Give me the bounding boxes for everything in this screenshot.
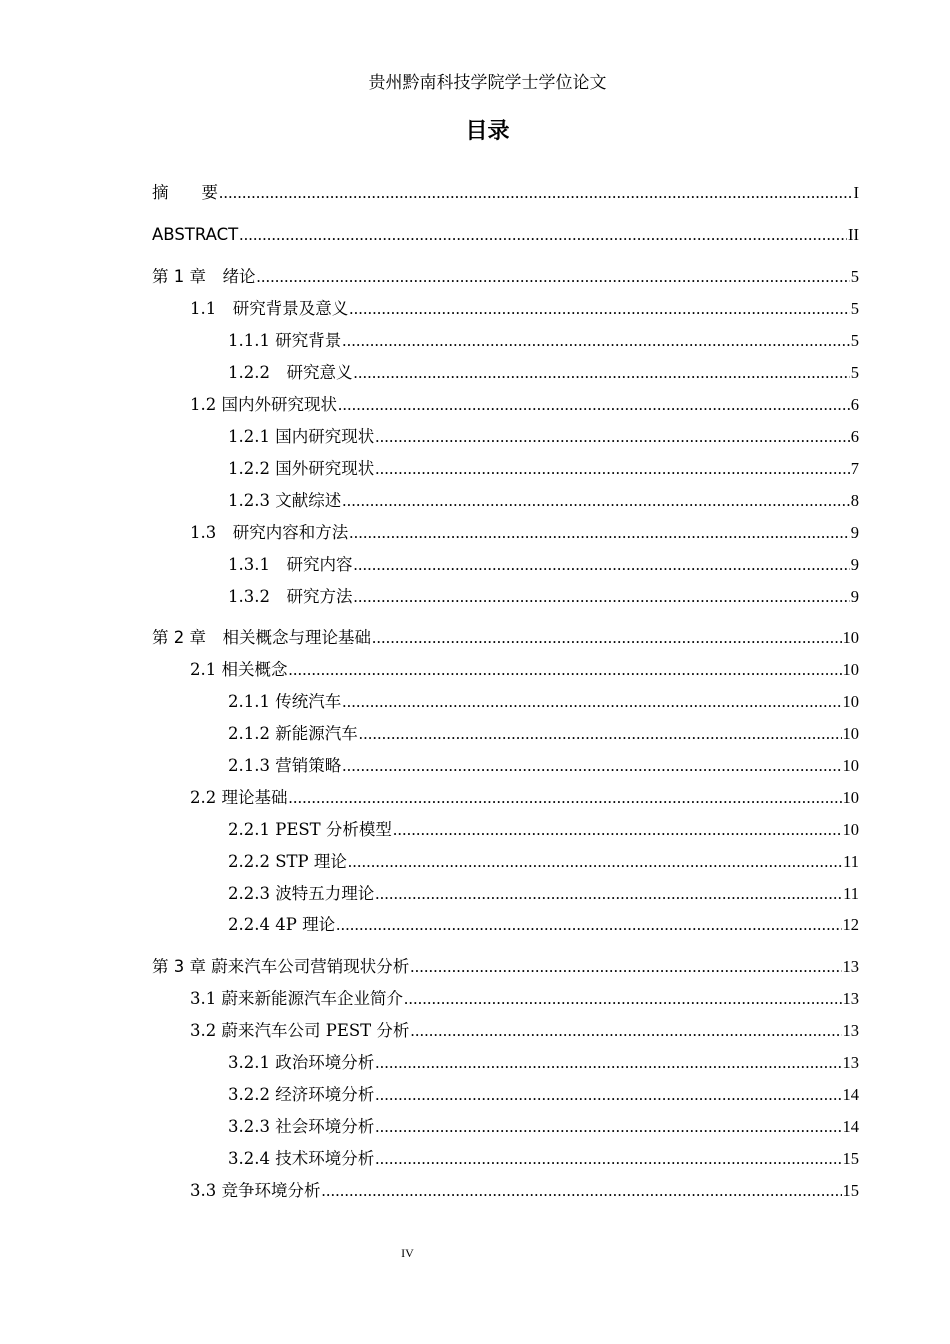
toc-entry[interactable] [190, 394, 859, 416]
toc-entry[interactable] [228, 819, 859, 841]
toc-entry-label: 3.3 竞争环境分析 [190, 1181, 321, 1200]
toc-entry-page: I [853, 183, 859, 202]
toc-entry-page: 5 [850, 331, 859, 350]
toc-entry-page: 5 [850, 267, 859, 286]
toc-entry-label: 1.3 研究内容和方法 [190, 523, 349, 542]
toc-entry[interactable] [228, 458, 859, 480]
toc-leader-dots [342, 490, 850, 512]
toc-entry-label: 2.2.3 波特五力理论 [228, 884, 375, 903]
toc-entry[interactable] [228, 586, 859, 608]
toc-leader-dots [342, 691, 841, 713]
toc-entry-label: 摘 要 [152, 183, 218, 202]
toc-entry[interactable] [228, 691, 859, 713]
toc-leader-dots [375, 1116, 841, 1138]
toc-entry[interactable] [228, 426, 859, 448]
toc-leader-dots [219, 182, 853, 204]
toc-entry-label: 3.2.1 政治环境分析 [228, 1053, 375, 1072]
toc-entry[interactable] [228, 490, 859, 512]
toc-entry-label: 3.2 蔚来汽车公司 PEST 分析 [190, 1021, 410, 1040]
toc-entry-label: 1.3.2 研究方法 [228, 587, 353, 606]
toc-entry[interactable] [228, 330, 859, 352]
toc-entry-label: 3.2.4 技术环境分析 [228, 1149, 375, 1168]
toc-entry-page: 10 [842, 820, 859, 839]
toc-entry[interactable] [228, 1116, 859, 1138]
toc-entry-page: 6 [850, 427, 859, 446]
toc-entry[interactable] [228, 362, 859, 384]
toc-entry-page: 15 [842, 1149, 859, 1168]
toc-entry[interactable] [228, 851, 859, 873]
toc-leader-dots [353, 586, 849, 608]
toc-entry-label: 1.1.1 研究背景 [228, 331, 342, 350]
toc-leader-dots [336, 914, 841, 936]
toc-entry-page: 13 [842, 1021, 859, 1040]
toc-entry-page: 9 [850, 555, 859, 574]
toc-entry[interactable] [152, 956, 859, 978]
toc-leader-dots [349, 298, 850, 320]
toc-entry-page: 11 [843, 852, 859, 871]
toc-entry-page: 5 [850, 299, 859, 318]
toc-entry[interactable] [228, 914, 859, 936]
toc-leader-dots [375, 458, 850, 480]
toc-entry-page: 12 [842, 915, 859, 934]
toc-leader-dots [393, 819, 842, 841]
toc-entry[interactable] [190, 1020, 859, 1042]
toc-entry-label: 3.2.3 社会环境分析 [228, 1117, 375, 1136]
toc-leader-dots [342, 755, 841, 777]
toc-leader-dots [342, 330, 850, 352]
toc-leader-dots [404, 988, 842, 1010]
toc-leader-dots [359, 723, 842, 745]
toc-entry-page: 13 [842, 989, 859, 1008]
toc-entry-page: 5 [850, 363, 859, 382]
toc-leader-dots [348, 851, 842, 873]
toc-entry[interactable] [152, 627, 859, 649]
toc-entry[interactable] [228, 1084, 859, 1106]
toc-entry-label: 2.2.4 4P 理论 [228, 915, 336, 934]
toc-entry[interactable] [190, 988, 859, 1010]
toc-entry-label: ABSTRACT [152, 225, 239, 244]
toc-entry-label: 1.2.1 国内研究现状 [228, 427, 375, 446]
toc-entry[interactable] [228, 755, 859, 777]
toc-entry-page: 14 [842, 1085, 859, 1104]
toc-entry-page: 10 [842, 660, 859, 679]
toc-entry[interactable] [152, 224, 859, 246]
toc-entry[interactable] [152, 182, 859, 204]
toc-leader-dots [353, 554, 849, 576]
toc-entry[interactable] [190, 1180, 859, 1202]
toc-leader-dots [372, 627, 842, 649]
toc-entry-label: 2.2.1 PEST 分析模型 [228, 820, 392, 839]
toc-entry-label: 1.2.3 文献综述 [228, 491, 342, 510]
toc-entry-page: 6 [850, 395, 859, 414]
toc-leader-dots [289, 659, 842, 681]
toc-entry-page: 10 [842, 756, 859, 775]
toc-entry-page: II [848, 225, 859, 244]
toc-entry-label: 2.2.2 STP 理论 [228, 852, 347, 871]
toc-entry-page: 13 [842, 1053, 859, 1072]
toc-entry-page: 9 [850, 587, 859, 606]
toc-leader-dots [410, 956, 841, 978]
toc-entry-page: 15 [842, 1181, 859, 1200]
toc-leader-dots [375, 1084, 841, 1106]
toc-leader-dots [257, 266, 850, 288]
toc-entry-label: 1.1 研究背景及意义 [190, 299, 349, 318]
toc-entry[interactable] [228, 1052, 859, 1074]
toc-entry-label: 1.2 国内外研究现状 [190, 395, 337, 414]
toc-leader-dots [338, 394, 850, 416]
toc-entry-label: 2.1.3 营销策略 [228, 756, 342, 775]
toc-entry[interactable] [228, 883, 859, 905]
toc-leader-dots [239, 224, 847, 246]
toc-entry[interactable] [228, 1148, 859, 1170]
toc-entry-page: 7 [850, 459, 859, 478]
toc-leader-dots [353, 362, 849, 384]
toc-entry-label: 第 1 章 绪论 [152, 267, 256, 286]
page-number: IV [401, 1246, 414, 1260]
toc-entry[interactable] [228, 723, 859, 745]
toc-entry-label: 3.1 蔚来新能源汽车企业简介 [190, 989, 403, 1008]
toc-entry[interactable] [228, 554, 859, 576]
toc-entry-label: 2.1.2 新能源汽车 [228, 724, 358, 743]
toc-leader-dots [375, 883, 842, 905]
toc-entry-page: 11 [843, 884, 859, 903]
toc-leader-dots [375, 426, 850, 448]
toc-leader-dots [410, 1020, 841, 1042]
toc-entry-label: 第 2 章 相关概念与理论基础 [152, 628, 371, 647]
toc-entry-page: 14 [842, 1117, 859, 1136]
toc-leader-dots [322, 1180, 842, 1202]
toc-entry-page: 13 [842, 957, 859, 976]
toc-entry-label: 2.1.1 传统汽车 [228, 692, 342, 711]
toc-entry-page: 10 [842, 788, 859, 807]
toc-entry[interactable] [190, 787, 859, 809]
toc-entry-label: 1.2.2 国外研究现状 [228, 459, 375, 478]
page-header: 贵州黔南科技学院学士学位论文 [368, 73, 607, 93]
page-title: 目录 [465, 119, 510, 144]
toc-leader-dots [375, 1148, 841, 1170]
toc-entry-page: 8 [850, 491, 859, 510]
toc-entry[interactable] [190, 659, 859, 681]
toc-entry-label: 2.1 相关概念 [190, 660, 288, 679]
toc-entry[interactable] [190, 522, 859, 544]
toc-entry-page: 10 [842, 628, 859, 647]
toc-entry-label: 3.2.2 经济环境分析 [228, 1085, 375, 1104]
toc-leader-dots [349, 522, 850, 544]
toc-leader-dots [375, 1052, 841, 1074]
toc-entry[interactable] [152, 266, 859, 288]
toc-entry-page: 9 [850, 523, 859, 542]
toc-leader-dots [289, 787, 842, 809]
toc-entry-label: 2.2 理论基础 [190, 788, 288, 807]
toc-entry-label: 1.3.1 研究内容 [228, 555, 353, 574]
toc-entry-page: 10 [842, 692, 859, 711]
toc-entry[interactable] [190, 298, 859, 320]
toc-entry-page: 10 [842, 724, 859, 743]
toc-entry-label: 1.2.2 研究意义 [228, 363, 353, 382]
toc-entry-label: 第 3 章 蔚来汽车公司营销现状分析 [152, 957, 410, 976]
